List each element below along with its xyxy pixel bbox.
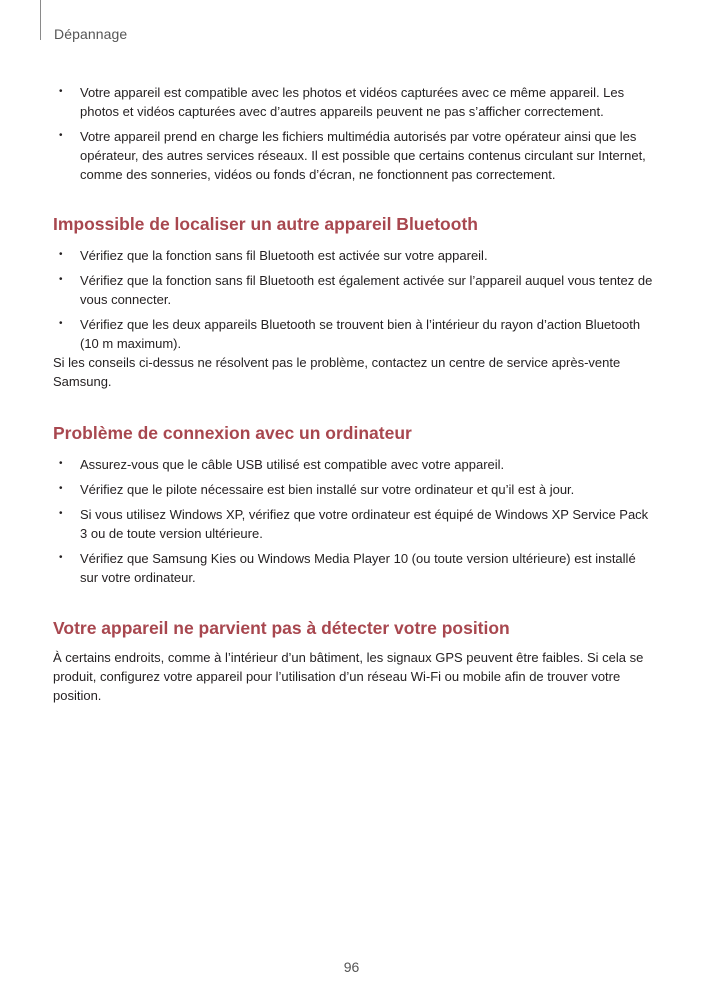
list-item: [53, 315, 657, 353]
bullet-icon: •: [59, 86, 63, 97]
list-item-text: Vérifiez que Samsung Kies ou Windows Media Player 10 (ou toute version ultérieure) est installé sur votre ordinateur.: [80, 551, 636, 585]
list-item-text: Assurez-vous que le câble USB utilisé est compatible avec votre appareil.: [80, 457, 505, 472]
computer-bullet-list: [53, 455, 657, 587]
bullet-icon: •: [59, 130, 63, 141]
list-item-text: Votre appareil prend en charge les fichiers multimédia autorisés par votre opérateur ainsi que les opérateur, des autres services réseaux. Il est possible que certains contenus circulant sur Internet, comme des sonneries, vidéos ou fonds d’écran, ne fonctionnent pas correctement.: [80, 129, 646, 182]
list-item-text: Vérifiez que le pilote nécessaire est bien installé sur votre ordinateur et qu’il est à jour.: [80, 482, 575, 497]
document-body: [53, 83, 657, 705]
list-item: [53, 246, 657, 265]
intro-bullet-list: [53, 83, 657, 184]
page-number: 96: [343, 959, 360, 975]
section-heading-computer-connection: Problème de connexion avec un ordinateur: [53, 423, 412, 443]
page-header-title: Dépannage: [54, 26, 128, 42]
bluetooth-bullet-list: [53, 246, 657, 353]
list-item-text: Si vous utilisez Windows XP, vérifiez que votre ordinateur est équipé de Windows XP Service Pack 3 ou de toute version ultérieure.: [80, 507, 649, 541]
list-item-text: Vérifiez que la fonction sans fil Bluetooth est activée sur votre appareil.: [80, 248, 488, 263]
position-advice-paragraph: À certains endroits, comme à l’intérieur d’un bâtiment, les signaux GPS peuvent être faibles. Si cela se produit, configurez votre appareil pour l’utilisation d’un réseau Wi-Fi ou mobile afin de trouver votre position.: [53, 650, 644, 703]
bullet-icon: •: [59, 318, 63, 329]
bullet-icon: •: [59, 508, 63, 519]
header-divider: [40, 0, 41, 40]
list-item: [53, 127, 657, 184]
list-item: [53, 549, 657, 587]
bullet-icon: •: [59, 552, 63, 563]
bullet-icon: •: [59, 274, 63, 285]
list-item-text: Vérifiez que la fonction sans fil Bluetooth est également activée sur l’appareil auquel vous tentez de vous connecter.: [80, 273, 653, 307]
bullet-icon: •: [59, 249, 63, 260]
bullet-icon: •: [59, 458, 63, 469]
section-heading-position: Votre appareil ne parvient pas à détecter votre position: [53, 618, 510, 638]
list-item: [53, 83, 657, 121]
section-heading-bluetooth: Impossible de localiser un autre appareil Bluetooth: [53, 214, 478, 234]
bullet-icon: •: [59, 483, 63, 494]
list-item: [53, 480, 657, 499]
list-item: [53, 271, 657, 309]
list-item-text: Votre appareil est compatible avec les photos et vidéos capturées avec ce même appareil. Les photos et vidéos capturées avec d’autres appareils peuvent ne pas s’afficher correctement.: [80, 85, 625, 119]
bluetooth-advice-paragraph: Si les conseils ci-dessus ne résolvent pas le problème, contactez un centre de service après-vente Samsung.: [53, 355, 621, 389]
list-item-text: Vérifiez que les deux appareils Bluetooth se trouvent bien à l’intérieur du rayon d’action Bluetooth (10 m maximum).: [80, 317, 641, 351]
list-item: [53, 455, 657, 474]
list-item: [53, 505, 657, 543]
